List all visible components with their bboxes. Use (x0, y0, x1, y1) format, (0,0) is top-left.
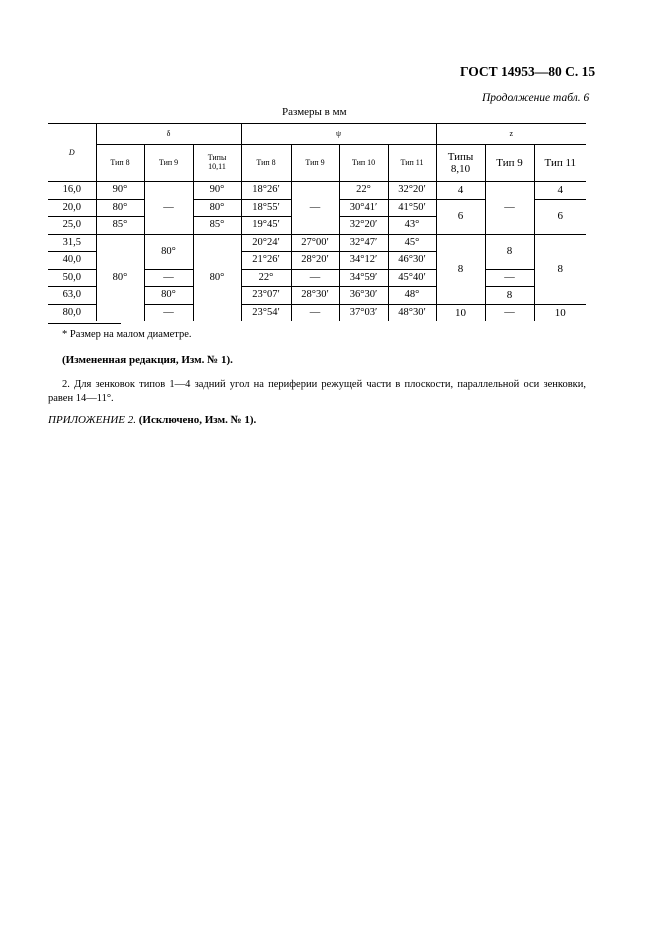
table-subheader-row (48, 145, 586, 182)
cell-z-type11: 4 (534, 182, 586, 200)
cell-d: 40,0 (48, 252, 96, 270)
cell-delta-type9: 80° (144, 234, 193, 269)
cell-psi-type8: 23°54′ (241, 304, 291, 321)
cell-d: 16,0 (48, 182, 96, 200)
header-psi: ψ (241, 124, 436, 145)
appendix-text: (Исключено, Изм. № 1). (138, 414, 257, 426)
cell-z-type9: 8 (485, 287, 534, 305)
cell-psi-type9: — (291, 269, 339, 287)
header-d: D (48, 124, 96, 182)
cell-psi-type10: 34°12′ (339, 252, 388, 270)
cell-psi-type11: 45°40′ (388, 269, 436, 287)
cell-psi-type8: 18°26′ (241, 182, 291, 200)
header-delta-type8: Тип 8 (96, 145, 144, 182)
cell-psi-type10: 36°30′ (339, 287, 388, 305)
table-row (48, 182, 586, 200)
cell-psi-type11: 48°30′ (388, 304, 436, 321)
cell-psi-type10: 22° (339, 182, 388, 200)
cell-psi-type9: 27°00′ (291, 234, 339, 252)
cell-psi-type9: 28°30′ (291, 287, 339, 305)
cell-d: 80,0 (62, 306, 81, 318)
cell-delta-type8: 85° (96, 217, 144, 235)
cell-d: 20,0 (48, 199, 96, 217)
cell-psi-type10: 32°47′ (339, 234, 388, 252)
cell-delta-type1011: 90° (193, 182, 241, 200)
cell-psi-type8: 18°55′ (241, 199, 291, 217)
cell-delta-type9: 80° (144, 287, 193, 305)
table-row (48, 234, 586, 252)
cell-z-type810: 4 (436, 182, 485, 200)
cell-z-type810: 10 (436, 304, 485, 321)
header-psi-type11: Тип 11 (388, 145, 436, 182)
cell-psi-type8: 21°26′ (241, 252, 291, 270)
cell-z-type9: — (485, 182, 534, 235)
footnote-divider (48, 323, 121, 324)
cell-z-type11: 6 (534, 199, 586, 234)
dimensions-table (48, 123, 586, 321)
cell-delta-type1011: 80° (193, 234, 241, 321)
cell-psi-type8: 23°07′ (241, 287, 291, 305)
header-psi-type10: Тип 10 (339, 145, 388, 182)
cell-psi-type11: 41°50′ (388, 199, 436, 217)
cell-psi-type9: — (291, 182, 339, 235)
cell-psi-type11: 46°30′ (388, 252, 436, 270)
cell-z-type11: 8 (534, 234, 586, 304)
appendix-label: ПРИЛОЖЕНИЕ 2. (48, 414, 136, 426)
header-z-type810: Типы 8,10 (436, 145, 485, 182)
cell-psi-type10: 30°41′ (339, 199, 388, 217)
cell-d: 63,0 (48, 287, 96, 305)
cell-psi-type9: 28°20′ (291, 252, 339, 270)
appendix-note (48, 414, 256, 426)
amendment-note: (Измененная редакция, Изм. № 1). (62, 354, 233, 366)
cell-d: 31,5 (48, 234, 96, 252)
cell-z-type9: — (485, 304, 534, 321)
cell-delta-type8: 80° (96, 234, 144, 321)
cell-psi-type11: 45° (388, 234, 436, 252)
header-delta: δ (96, 124, 241, 145)
cell-z-type810: 6 (436, 199, 485, 234)
paragraph-2: 2. Для зенковок типов 1—4 задний угол на периферии режущей части в плоскости, параллельной оси зенковки, равен 14—11°. (48, 379, 586, 404)
page-header: ГОСТ 14953—80 С. 15 (460, 64, 596, 79)
header-z-type9: Тип 9 (485, 145, 534, 182)
cell-delta-type9: — (144, 269, 193, 287)
cell-psi-type8: 22° (241, 269, 291, 287)
cell-psi-type8: 20°24′ (241, 234, 291, 252)
cell-d: 50,0 (48, 269, 96, 287)
table-header-row (48, 124, 586, 145)
cell-psi-type11: 48° (388, 287, 436, 305)
units-caption: Размеры в мм (282, 106, 347, 118)
cell-z-type11: 10 (534, 304, 586, 321)
cell-psi-type11: 32°20′ (388, 182, 436, 200)
cell-delta-type1011: 85° (193, 217, 241, 235)
header-z: z (436, 124, 586, 145)
cell-delta-type8: 80° (96, 199, 144, 217)
cell-delta-type1011: 80° (193, 199, 241, 217)
header-delta-type1011: Типы 10,11 (193, 145, 241, 182)
cell-psi-type11: 43° (388, 217, 436, 235)
header-delta-type9: Тип 9 (144, 145, 193, 182)
cell-delta-type8: 90° (96, 182, 144, 200)
cell-psi-type8: 19°45′ (241, 217, 291, 235)
cell-z-type9: 8 (485, 234, 534, 269)
cell-psi-type10: 37°03′ (339, 304, 388, 321)
header-z-type11: Тип 11 (534, 145, 586, 182)
footnote: * Размер на малом диаметре. (62, 329, 192, 340)
cell-psi-type10: 34°59′ (339, 269, 388, 287)
cell-psi-type9: — (291, 304, 339, 321)
cell-d: 25,0 (48, 217, 96, 235)
cell-delta-type9: — (144, 304, 193, 321)
cell-z-type810: 8 (436, 234, 485, 304)
header-psi-type8: Тип 8 (241, 145, 291, 182)
cell-z-type9: — (485, 269, 534, 287)
cell-psi-type10: 32°20′ (339, 217, 388, 235)
table-continuation-label: Продолжение табл. 6 (482, 92, 590, 104)
cell-delta-type9: — (144, 182, 193, 235)
header-psi-type9: Тип 9 (291, 145, 339, 182)
